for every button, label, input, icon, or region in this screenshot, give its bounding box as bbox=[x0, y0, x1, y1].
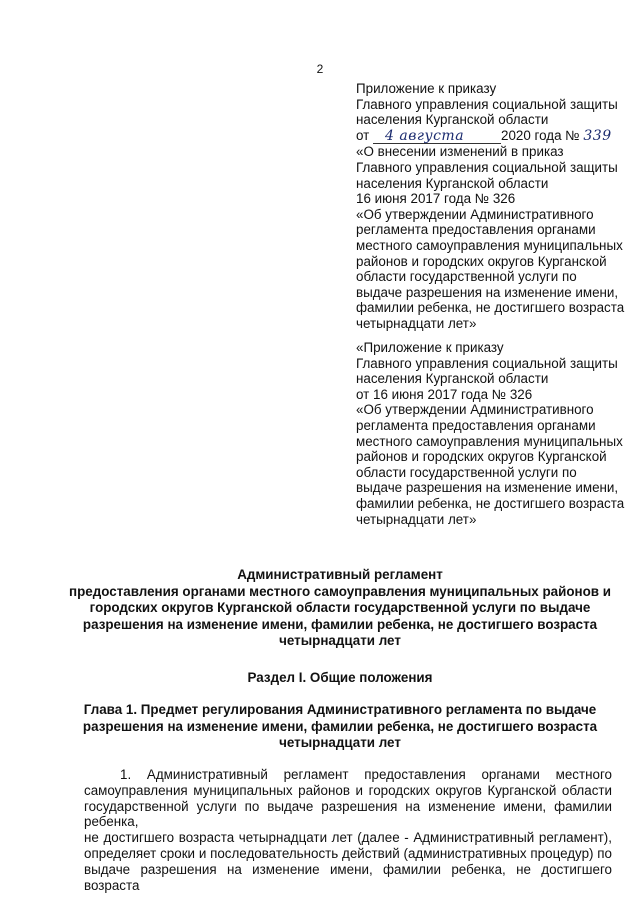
annex-line: «Об утверждении Административного bbox=[356, 206, 594, 222]
chapter-line: четырнадцати лет bbox=[279, 735, 401, 750]
annex-line: населения Курганской области bbox=[356, 175, 549, 191]
chapter-heading bbox=[60, 702, 620, 752]
paragraph-line: не достигшего возраста четырнадцати лет (далее - Административный регламент), bbox=[84, 830, 612, 846]
annex-line: Главного управления социальной защиты bbox=[356, 355, 618, 371]
annex-line: «Приложение к приказу bbox=[356, 340, 504, 355]
annex-line: местного самоуправления муниципальных bbox=[356, 237, 623, 253]
title-line: четырнадцати лет bbox=[279, 633, 401, 648]
paragraph-line: выдаче разрешения на изменение имени, фамилии ребенка, не достигшего возраста bbox=[84, 861, 612, 893]
paragraph-line: государственной услуги по выдаче разрешения на изменение имени, фамилии ребенка, bbox=[84, 798, 612, 830]
annex-header bbox=[356, 81, 626, 332]
annex-line: Главного управления социальной защиты bbox=[356, 159, 618, 175]
annex-line: местного самоуправления муниципальных bbox=[356, 433, 623, 449]
year-text: 2020 года № bbox=[501, 127, 580, 143]
annex-line: населения Курганской области bbox=[356, 112, 549, 128]
title-line: предоставления органами местного самоуправления муниципальных районов и bbox=[69, 583, 611, 599]
annex-line: регламента предоставления органами bbox=[356, 222, 596, 238]
annex-line: «Об утверждении Административного bbox=[356, 402, 594, 418]
annex-quoted-header bbox=[356, 340, 626, 527]
handwritten-number: 339 bbox=[583, 127, 612, 144]
annex-line: четырнадцати лет» bbox=[356, 511, 477, 527]
annex-line: Приложение к приказу bbox=[356, 81, 497, 96]
annex-line: фамилии ребенка, не достигшего возраста bbox=[356, 495, 625, 511]
annex-line: «О внесении изменений в приказ bbox=[356, 144, 564, 160]
annex-line: 16 июня 2017 года № 326 bbox=[356, 191, 516, 207]
annex-line: от 16 июня 2017 года № 326 bbox=[356, 386, 533, 402]
annex-line: области государственной услуги по bbox=[356, 464, 577, 480]
annex-line: Главного управления социальной защиты bbox=[356, 96, 618, 112]
paragraph-line: самоуправления муниципальных районов и городских округов Курганской области bbox=[84, 782, 612, 798]
paragraph-line: 1. Административный регламент предоставления органами местного bbox=[120, 767, 612, 782]
chapter-line: разрешения на изменение имени, фамилии ребенка, не достигшего возраста bbox=[82, 718, 598, 734]
page-number: 2 bbox=[316, 62, 324, 76]
title-line: Административный регламент bbox=[237, 567, 443, 582]
annex-line: фамилии ребенка, не достигшего возраста bbox=[356, 300, 625, 316]
annex-line: области государственной услуги по bbox=[356, 269, 577, 285]
annex-line: населения Курганской области bbox=[356, 371, 549, 387]
annex-line: выдаче разрешения на изменение имени, bbox=[356, 284, 619, 300]
annex-date-line bbox=[356, 128, 626, 145]
annex-line: регламента предоставления органами bbox=[356, 417, 596, 433]
paragraph-line: определяет сроки и последовательность действий (административных процедур) по bbox=[84, 845, 612, 861]
title-line: городских округов Курганской области государственной услуги по выдаче bbox=[89, 600, 591, 615]
annex-line: выдаче разрешения на изменение имени, bbox=[356, 480, 619, 496]
handwritten-date: 4 августа bbox=[373, 130, 501, 144]
annex-line: четырнадцати лет» bbox=[356, 315, 477, 331]
section-heading: Раздел I. Общие положения bbox=[247, 670, 433, 685]
chapter-line: Глава 1. Предмет регулирования Административного регламента по выдаче bbox=[83, 702, 597, 717]
document-title bbox=[60, 567, 620, 650]
title-line: разрешения на изменение имени, фамилии ребенка, не достигшего возраста bbox=[82, 616, 598, 632]
annex-line: районов и городских округов Курганской bbox=[356, 449, 607, 465]
annex-line: районов и городских округов Курганской bbox=[356, 253, 607, 269]
paragraph-1 bbox=[84, 767, 612, 893]
date-prefix: от bbox=[356, 127, 370, 143]
